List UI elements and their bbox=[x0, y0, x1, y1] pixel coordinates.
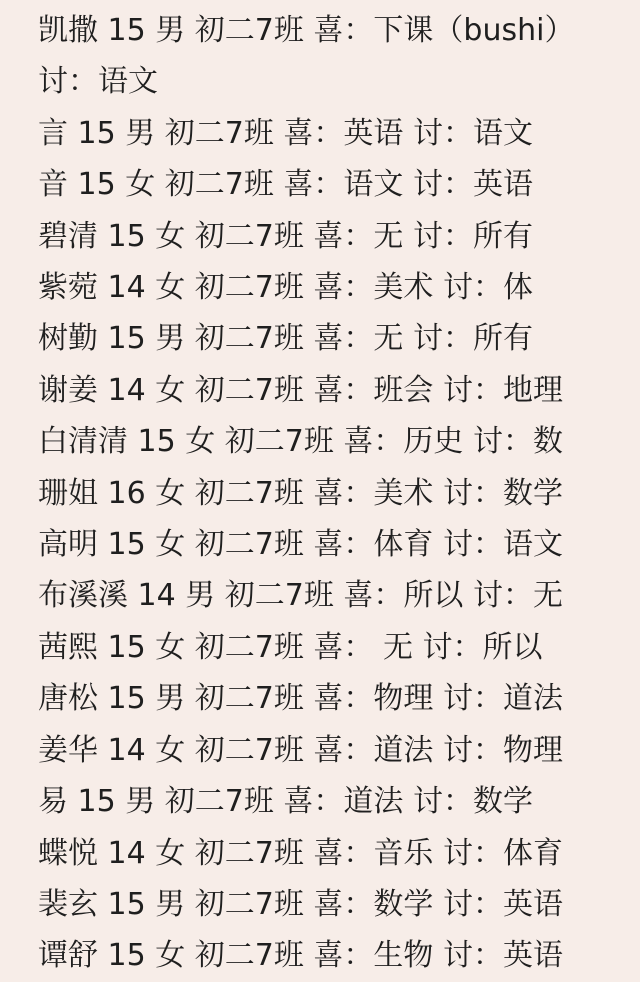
text-line: 蝶悦 14 女 初二7班 喜：音乐 讨：体育 bbox=[38, 835, 563, 871]
text-line: 布溪溪 14 男 初二7班 喜：所以 讨：无 bbox=[38, 578, 563, 614]
text-line: 言 15 男 初二7班 喜：英语 讨：语文 bbox=[38, 115, 533, 151]
text-line: 凯撒 15 男 初二7班 喜：下课（bushi） bbox=[38, 13, 575, 48]
text-line: 珊姐 16 女 初二7班 喜：美术 讨：数学 bbox=[38, 475, 563, 511]
text-line: 易 15 男 初二7班 喜：道法 讨：数学 bbox=[38, 784, 533, 820]
text-line: 高明 15 女 初二7班 喜：体育 讨：语文 bbox=[38, 527, 563, 563]
text-line: 谢姜 14 女 初二7班 喜：班会 讨：地理 bbox=[38, 372, 563, 408]
text-line: 紫菀 14 女 初二7班 喜：美术 讨：体 bbox=[38, 270, 533, 306]
text-line: 茜熙 15 女 初二7班 喜： 无 讨：所以 bbox=[38, 629, 543, 665]
text-line: 音 15 女 初二7班 喜：语文 讨：英语 bbox=[38, 167, 533, 203]
text-line: 谭舒 15 女 初二7班 喜：生物 讨：英语 bbox=[38, 938, 563, 974]
text-line: 唐松 15 男 初二7班 喜：物理 讨：道法 bbox=[38, 681, 563, 717]
text-line: 白清清 15 女 初二7班 喜：历史 讨：数 bbox=[38, 424, 563, 460]
text-line: 讨：语文 bbox=[38, 64, 158, 100]
text-line: 碧清 15 女 初二7班 喜：无 讨：所有 bbox=[38, 218, 533, 254]
text-line: 裴玄 15 男 初二7班 喜：数学 讨：英语 bbox=[38, 886, 563, 922]
text-line: 树勤 15 男 初二7班 喜：无 讨：所有 bbox=[38, 321, 533, 357]
text-line: 姜华 14 女 初二7班 喜：道法 讨：物理 bbox=[38, 732, 563, 768]
